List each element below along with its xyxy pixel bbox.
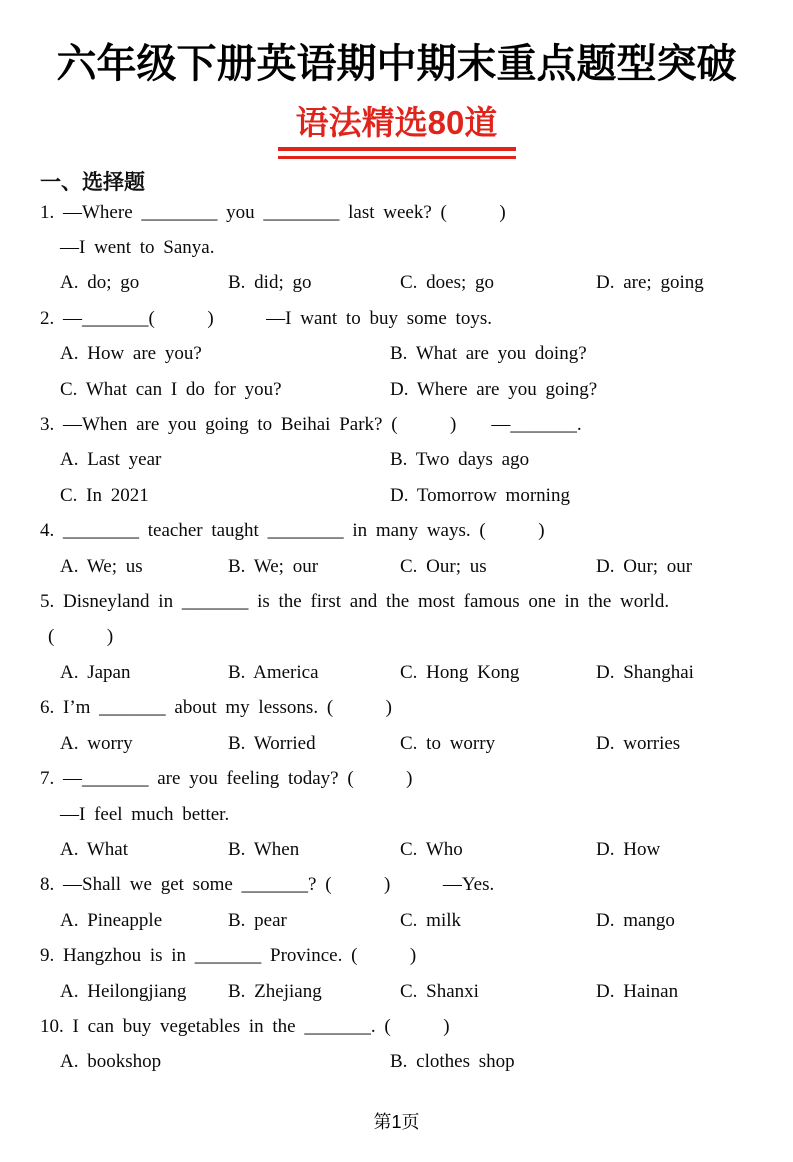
question-2 <box>40 301 755 407</box>
exam-page <box>0 40 793 1162</box>
option-C: C. Shanxi <box>400 980 479 1002</box>
option-D: D. are; going <box>596 272 704 294</box>
options-row <box>40 832 755 867</box>
options-row <box>40 372 755 407</box>
question-continuation: —I feel much better. <box>60 803 230 825</box>
question-3 <box>40 407 755 513</box>
option-A: A. How are you? <box>60 343 202 365</box>
options-row <box>40 974 755 1009</box>
question-stem: 4. ________ teacher taught ________ in many ways. ( ) <box>40 520 545 542</box>
option-C: C. In 2021 <box>60 484 149 506</box>
option-C: C. Who <box>400 838 463 860</box>
option-D: D. Where are you going? <box>390 378 598 400</box>
options-row <box>40 903 755 938</box>
question-6 <box>40 690 755 761</box>
question-stem: 7. —_______ are you feeling today? ( ) <box>40 768 413 790</box>
question-stem: 2. —_______( ) —I want to buy some toys. <box>40 307 492 329</box>
options-row <box>40 549 755 584</box>
option-C: C. Our; us <box>400 555 487 577</box>
option-B: B. America <box>228 661 319 683</box>
question-continuation: —I went to Sanya. <box>60 237 215 258</box>
subtitle: 语法精选80道 <box>295 104 498 141</box>
option-D: D. Hainan <box>596 980 679 1002</box>
options-row <box>40 726 755 761</box>
question-continuation: ( ) <box>48 626 114 648</box>
question-1 <box>40 195 755 301</box>
option-C: C. to worry <box>400 732 496 754</box>
option-B: B. When <box>228 838 300 860</box>
option-D: D. How <box>596 838 661 860</box>
question-stem: 8. —Shall we get some _______? ( ) —Yes. <box>40 874 495 896</box>
question-5 <box>40 584 755 690</box>
option-B: B. pear <box>228 909 287 931</box>
options-row <box>40 1044 755 1079</box>
option-B: B. What are you doing? <box>390 343 587 365</box>
option-A: A. bookshop <box>60 1051 162 1073</box>
page-number: 第1页 <box>373 1112 420 1132</box>
option-A: A. Heilongjiang <box>60 980 187 1002</box>
option-A: A. Japan <box>60 661 131 683</box>
option-A: A. Pineapple <box>60 909 163 931</box>
options-row <box>40 442 755 477</box>
option-C: C. does; go <box>400 272 495 294</box>
question-stem: 10. I can buy vegetables in the _______. ( ) <box>40 1015 450 1037</box>
option-A: A. What <box>60 838 129 860</box>
options-row <box>40 655 755 690</box>
question-stem: 5. Disneyland in _______ is the first and the most famous one in the world. <box>40 591 670 613</box>
section-heading: 一、选择题 <box>40 170 145 194</box>
option-C: C. Hong Kong <box>400 661 520 683</box>
option-B: B. clothes shop <box>390 1051 515 1073</box>
question-stem: 9. Hangzhou is in _______ Province. ( ) <box>40 945 417 967</box>
options-row <box>40 265 755 300</box>
option-C: C. milk <box>400 909 462 931</box>
question-stem: 6. I’m _______ about my lessons. ( ) <box>40 697 392 719</box>
option-B: B. did; go <box>228 272 312 294</box>
question-list <box>40 195 755 1080</box>
option-D: D. Our; our <box>596 555 693 577</box>
option-D: D. Tomorrow morning <box>390 484 570 506</box>
option-D: D. worries <box>596 732 681 754</box>
page-title: 六年级下册英语期中期末重点题型突破 <box>56 42 737 86</box>
question-stem: 1. —Where ________ you ________ last week? ( ) <box>40 201 506 223</box>
option-B: B. We; our <box>228 555 319 577</box>
option-A: A. worry <box>60 732 133 754</box>
option-A: A. Last year <box>60 449 162 471</box>
options-row <box>40 478 755 513</box>
options-row <box>40 336 755 371</box>
option-D: D. mango <box>596 909 675 931</box>
subtitle-double-underline <box>278 147 516 159</box>
question-stem: 3. —When are you going to Beihai Park? ( ) —_______. <box>40 414 582 436</box>
question-7 <box>40 761 755 867</box>
option-D: D. Shanghai <box>596 661 694 683</box>
subtitle-block <box>0 103 793 159</box>
option-C: C. What can I do for you? <box>60 378 282 400</box>
option-B: B. Zhejiang <box>228 980 322 1002</box>
option-B: B. Two days ago <box>390 449 530 471</box>
option-A: A. We; us <box>60 555 143 577</box>
question-9 <box>40 938 755 1009</box>
option-B: B. Worried <box>228 732 316 754</box>
question-8 <box>40 867 755 938</box>
question-10 <box>40 1009 755 1080</box>
option-A: A. do; go <box>60 272 140 294</box>
question-4 <box>40 513 755 584</box>
